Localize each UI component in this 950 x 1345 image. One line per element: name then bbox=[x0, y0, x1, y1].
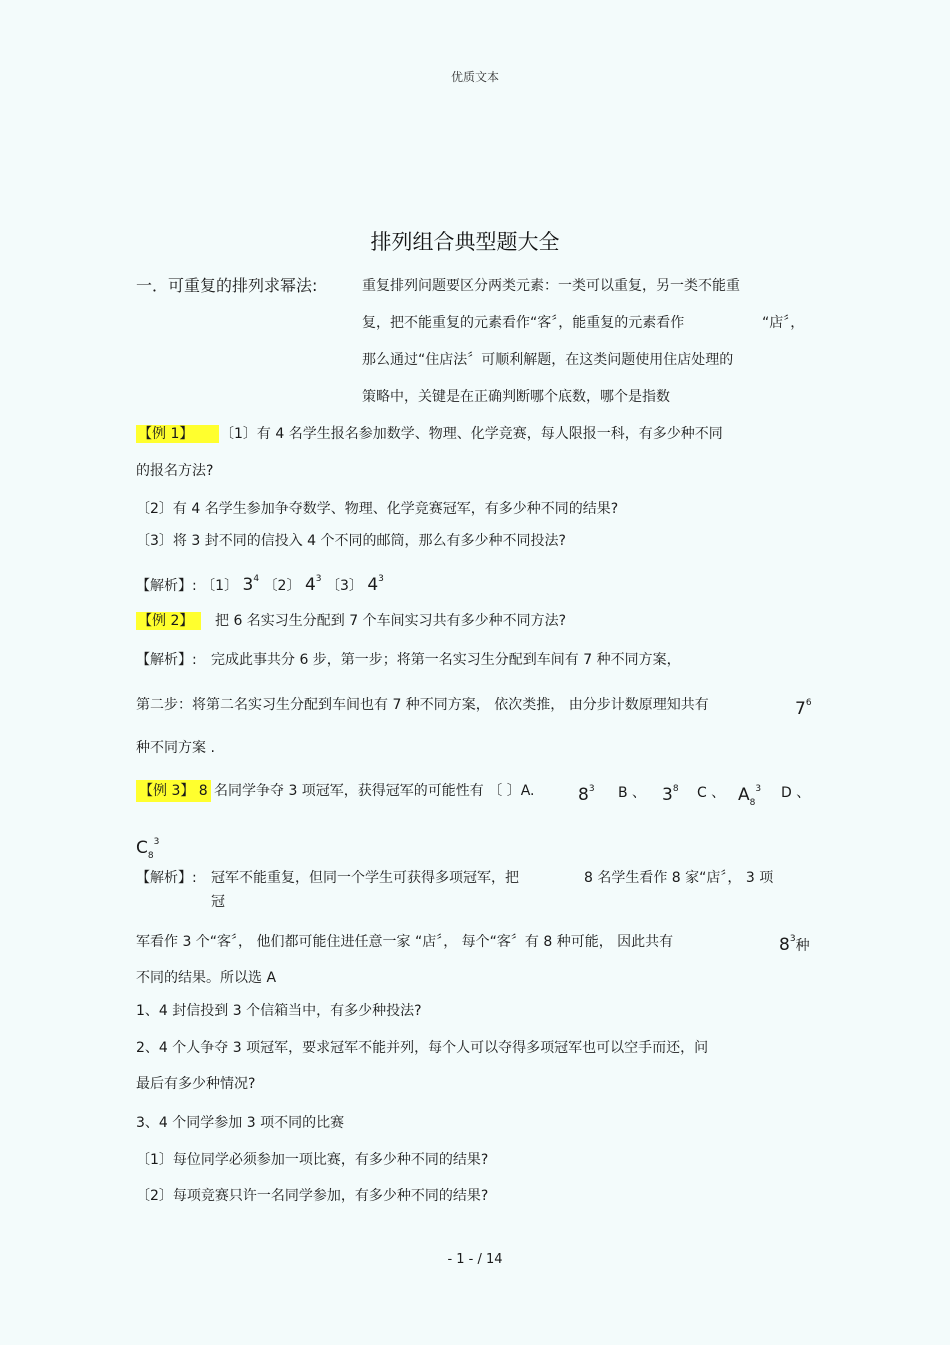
power-base: 8 bbox=[578, 785, 589, 805]
problem-line: 1、4 封信投到 3 个信箱当中，有多少种投法? bbox=[136, 1003, 422, 1019]
power-exponent: 3 bbox=[789, 934, 796, 944]
example-tag-highlight: 【例 3】 8 bbox=[136, 780, 211, 802]
power-exponent: 4 bbox=[253, 574, 260, 584]
answer-part-label: 〔2〕 bbox=[263, 578, 301, 594]
example-tag-highlight: 【例 1】 bbox=[136, 425, 219, 443]
section-desc-line: 那么通过“住店法〞可顺利解题，在这类问题使用住店处理的 bbox=[362, 352, 734, 368]
example-2-tag bbox=[136, 612, 201, 630]
power-base: 3 bbox=[662, 785, 673, 805]
example-3-answer-line: 冠军不能重复，但同一个学生可获得多项冠军，把 bbox=[211, 870, 519, 886]
section-heading: 一．可重复的排列求幂法: bbox=[136, 276, 318, 295]
power-base: 3 bbox=[242, 575, 254, 595]
option-a-value bbox=[578, 780, 595, 805]
power-exponent: 6 bbox=[805, 698, 812, 708]
example-2-answer-line: 种不同方案 . bbox=[136, 740, 215, 756]
symbol-subscript: 8 bbox=[147, 851, 154, 861]
example-1-q2: 〔2〕有 4 名学生参加争夺数学、物理、化学竞赛冠军，有多少种不同的结果? bbox=[136, 501, 619, 517]
option-c-label: C 、 bbox=[697, 785, 726, 801]
example-1-tag bbox=[136, 425, 219, 443]
example-3-answer-line: 8 名学生看作 8 家“店〞， 3 项 bbox=[584, 870, 774, 886]
power-tail: 种 bbox=[795, 938, 810, 954]
page-title: 排列组合典型题大全 bbox=[370, 230, 560, 254]
example-tag-highlight: 【例 2】 bbox=[136, 612, 201, 630]
header-tag: 优质文本 bbox=[450, 70, 499, 84]
problem-line: 2、4 个人争夺 3 项冠军，要求冠军不能并列，每个人可以夺得多项冠军也可以空手而还，问 bbox=[136, 1040, 709, 1056]
example-3-question: 名同学争夺 3 项冠军，获得冠军的可能性有 〔 〕A. bbox=[214, 783, 535, 799]
example-2-answer-line: 完成此事共分 6 步，第一步；将第一名实习生分配到车间有 7 种不同方案， bbox=[211, 652, 681, 668]
example-1-q3: 〔3〕将 3 封不同的信投入 4 个不同的邮筒，那么有多少种不同投法? bbox=[136, 533, 566, 549]
problem-line: 3、4 个同学参加 3 项不同的比赛 bbox=[136, 1115, 345, 1131]
example-2-question: 把 6 名实习生分配到 7 个车间实习共有多少种不同方法? bbox=[215, 613, 567, 629]
example-2-answer-label: 【解析】: bbox=[136, 652, 197, 668]
permutation-symbol: A bbox=[738, 785, 750, 805]
option-d-label: D 、 bbox=[781, 785, 811, 801]
problem-line: 〔2〕每项竞赛只许一名同学参加，有多少种不同的结果? bbox=[136, 1188, 489, 1204]
example-2-answer-line: 第二步：将第二名实习生分配到车间也有 7 种不同方案， 依次类推， 由分步计数原理知共有 bbox=[136, 697, 709, 713]
answer-part-label: 〔3〕 bbox=[325, 578, 363, 594]
problem-line: 〔1〕每位同学必须参加一项比赛，有多少种不同的结果? bbox=[136, 1152, 489, 1168]
answer-label: 【解析】: bbox=[136, 578, 197, 594]
example-3-answer-line: 冠 bbox=[211, 894, 225, 910]
example-3-tag bbox=[136, 782, 211, 800]
power-exponent: 3 bbox=[378, 574, 384, 584]
section-desc-line: “店〞， bbox=[762, 315, 805, 331]
problem-line: 最后有多少种情况? bbox=[136, 1076, 256, 1092]
power-exponent: 3 bbox=[315, 574, 322, 584]
power-exponent: 3 bbox=[588, 784, 595, 794]
example-1-q1-cont: 的报名方法? bbox=[136, 463, 214, 479]
section-desc-line: 复，把不能重复的元素看作“客〞，能重复的元素看作 bbox=[362, 315, 685, 331]
combination-symbol: C bbox=[136, 838, 148, 858]
symbol-superscript: 3 bbox=[755, 784, 762, 794]
example-1-q1: 〔1〕有 4 名学生报名参加数学、物理、化学竞赛，每人限报一科，有多少种不同 bbox=[220, 426, 723, 442]
example-3-answer-line: 军看作 3 个“客〞， 他们都可能住进任意一家 “店〞， 每个“客〞有 8 种可能， 因此共有 bbox=[136, 934, 674, 950]
option-b-value bbox=[662, 780, 679, 805]
power-base: 8 bbox=[779, 935, 790, 955]
example-1-answer bbox=[136, 570, 384, 595]
symbol-superscript: 3 bbox=[153, 837, 160, 847]
example-3-answer-line: 不同的结果。所以选 A bbox=[136, 970, 277, 986]
option-d-value bbox=[136, 833, 159, 865]
option-c-value bbox=[738, 780, 761, 812]
example-3-answer-label: 【解析】: bbox=[136, 870, 197, 886]
power-base: 7 bbox=[795, 699, 806, 719]
power-base: 4 bbox=[367, 575, 379, 595]
option-b-label: B 、 bbox=[618, 785, 647, 801]
symbol-subscript: 8 bbox=[749, 798, 756, 808]
example-3-power bbox=[779, 930, 810, 955]
page-number: - 1 - / 14 bbox=[447, 1252, 503, 1267]
power-exponent: 8 bbox=[672, 784, 679, 794]
answer-part-label: 〔1〕 bbox=[201, 578, 239, 594]
section-desc-line: 重复排列问题要区分两类元素：一类可以重复，另一类不能重 bbox=[362, 278, 740, 294]
power-base: 4 bbox=[304, 575, 316, 595]
example-2-power bbox=[795, 694, 812, 719]
section-desc-line: 策略中，关键是在正确判断哪个底数，哪个是指数 bbox=[362, 389, 670, 405]
